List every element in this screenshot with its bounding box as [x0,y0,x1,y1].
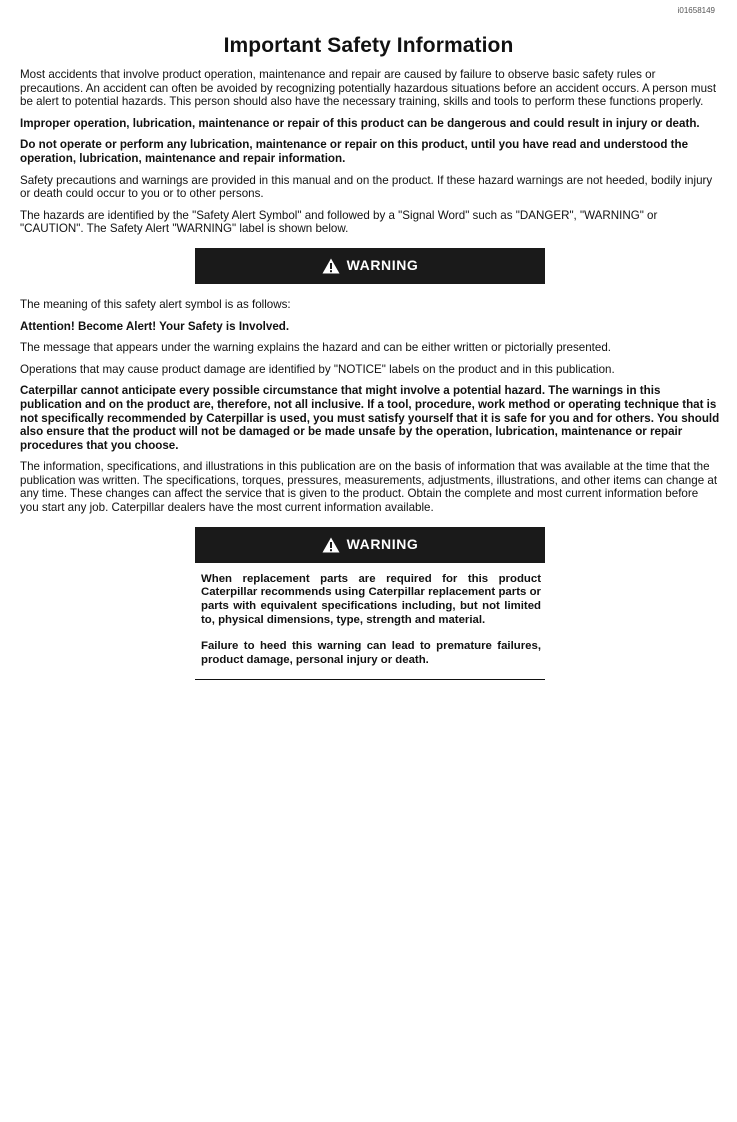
notice-paragraph: Operations that may cause product damage are identified by "NOTICE" labels on the product and in this publication. [20,362,615,376]
document-id: i01658149 [677,6,715,15]
warning-label-banner [195,248,545,284]
attention-statement: Attention! Become Alert! Your Safety is Involved. [20,319,290,333]
information-paragraph: The information, specifications, and illustrations in this publication are on the basis of information that was available at the time that the publication was written. The specifications, torques, pressures, measurements, adjustments, illustrations, and other items can change at any time. These changes can affect the service that is given to the product. Obtain the complete and most current information before you start any job. Caterpillar dealers have the most current information available. [20,460,718,515]
warning-box-rule [195,679,545,680]
warning-box-text-1: When replacement parts are required for this product Caterpillar recommends using Caterpillar replacement parts or parts with equivalent specifications including, but not limited to, physical dimensions, type, strength and material. [201,572,541,627]
safety-alert-triangle-icon [322,258,340,274]
warning-label-text: WARNING [346,257,419,274]
intro-paragraph: Most accidents that involve product operation, maintenance and repair are caused by failure to observe basic safety rules or precautions. An accident can often be avoided by recognizing potentially hazardous situations before an accident occurs. A person must be alert to potential hazards. This person should also have the necessary training, skills and tools to perform these functions properly. [20,68,717,109]
danger-statement: Improper operation, lubrication, maintenance or repair of this product can be dangerous and could result in injury or death. [20,116,700,130]
warning-box-banner [195,527,545,563]
page-title: Important Safety Information [223,34,514,57]
alert-symbol-paragraph: The hazards are identified by the "Safety Alert Symbol" and followed by a "Signal Word" such as "DANGER", "WARNING" or "CAUTION". The Safety Alert "WARNING" label is shown below. [20,208,658,236]
caterpillar-disclaimer: Caterpillar cannot anticipate every possible circumstance that might involve a potential hazard. The warnings in this publication and on the product are, therefore, not all inclusive. If a tool, procedure, work method or operating technique that is not specifically recommended by Caterpillar is used, you must satisfy yourself that it is safe for you and for others. You should also ensure that the product will not be damaged or be made unsafe by the operation, lubrication, maintenance or repair procedures that you choose. [20,384,720,452]
symbol-meaning-paragraph: The meaning of this safety alert symbol is as follows: [20,297,291,311]
warning-box-label: WARNING [346,535,419,552]
replacement-parts-warning [195,527,545,681]
safety-alert-triangle-icon [322,537,340,553]
warning-box-text-2: Failure to heed this warning can lead to premature failures, product damage, personal injury or death. [201,639,541,666]
precautions-paragraph: Safety precautions and warnings are provided in this manual and on the product. If these hazard warnings are not heeded, bodily injury or death could occur to you or to other persons. [20,173,713,201]
safety-body [20,68,720,680]
message-paragraph: The message that appears under the warning explains the hazard and can be either written or pictorially presented. [20,341,611,355]
read-first-statement: Do not operate or perform any lubrication, maintenance or repair on this product, until you have read and understood the operation, lubrication, maintenance and repair information. [20,138,689,165]
